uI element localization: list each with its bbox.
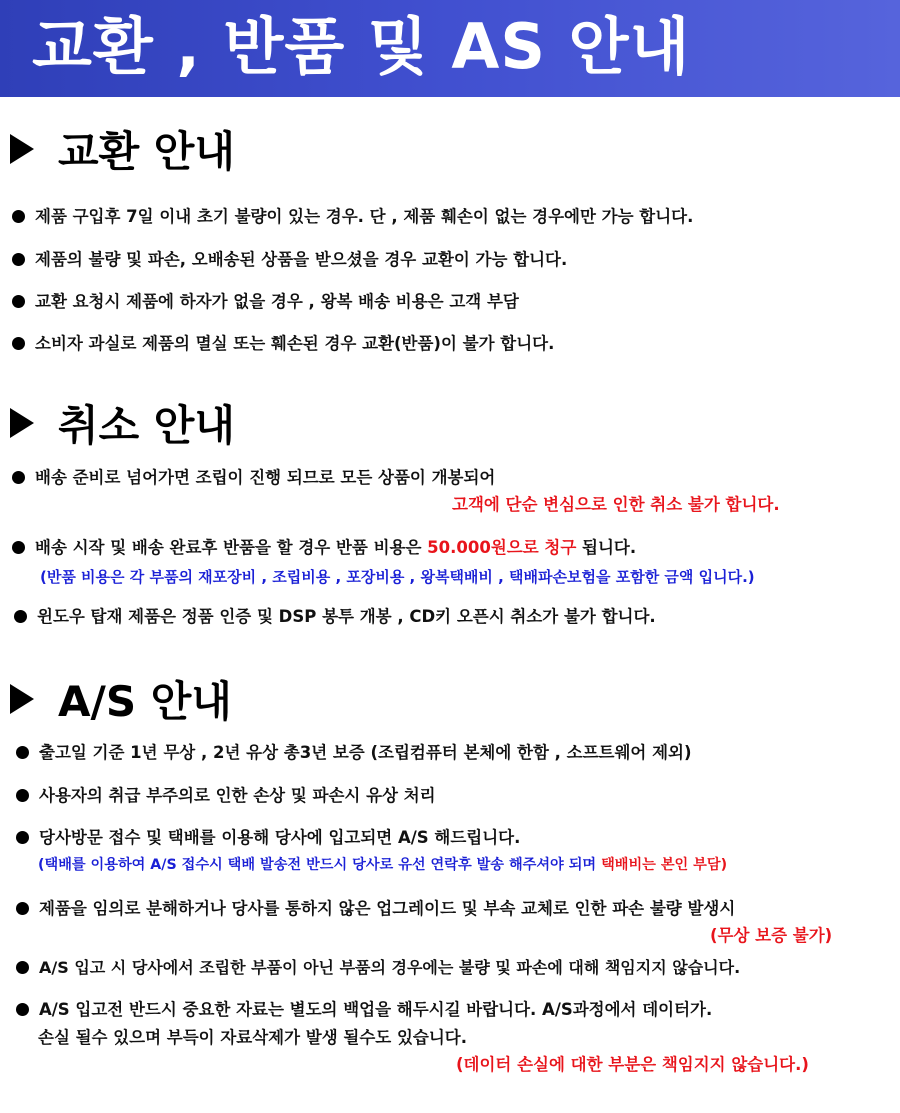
as-item-6-text: A/S 입고전 반드시 중요한 자료는 별도의 백업을 해두시길 바랍니다. A/S과정에서 데이터가. bbox=[39, 1000, 713, 1019]
bullet-icon bbox=[16, 902, 29, 915]
bullet-icon bbox=[12, 295, 25, 308]
bullet-icon bbox=[16, 789, 29, 802]
cancel-item-1-text: 배송 준비로 넘어가면 조립이 진행 되므로 모든 상품이 개봉되어 bbox=[35, 468, 496, 487]
as-item-2-text: 사용자의 취급 부주의로 인한 손상 및 파손시 유상 처리 bbox=[39, 786, 436, 805]
bullet-icon bbox=[16, 746, 29, 759]
as-item-5-text: A/S 입고 시 당사에서 조립한 부품이 아닌 부품의 경우에는 불량 및 파손에 대해 책임지지 않습니다. bbox=[39, 958, 741, 977]
bullet-icon bbox=[14, 610, 27, 623]
exchange-item-4 bbox=[12, 332, 554, 356]
exchange-item-1-text: 제품 구입후 7일 이내 초기 불량이 있는 경우. 단 , 제품 훼손이 없는 경우에만 가능 합니다. bbox=[35, 207, 694, 226]
exchange-section-heading bbox=[10, 124, 235, 180]
as-heading-text: A/S 안내 bbox=[58, 677, 232, 726]
exchange-item-3-text: 교환 요청시 제품에 하자가 없을 경우 , 왕복 배송 비용은 고객 부담 bbox=[35, 292, 519, 311]
cancel-heading-text: 취소 안내 bbox=[58, 401, 235, 450]
cancel-item-3 bbox=[14, 605, 656, 629]
as-item-6-line-2: 손실 될수 있으며 부득이 자료삭제가 발생 될수도 있습니다. bbox=[38, 1028, 468, 1047]
cancel-item-2-suffix: 됩니다. bbox=[576, 538, 637, 557]
exchange-item-4-text: 소비자 과실로 제품의 멸실 또는 훼손된 경우 교환(반품)이 불가 합니다. bbox=[35, 334, 555, 353]
exchange-item-2-text: 제품의 불량 및 파손, 오배송된 상품을 받으셨을 경우 교환이 가능 합니다. bbox=[35, 250, 568, 269]
cancel-item-2-text: 배송 시작 및 배송 완료후 반품을 할 경우 반품 비용은 bbox=[35, 538, 428, 557]
as-item-3-note bbox=[38, 854, 727, 876]
as-item-2 bbox=[16, 784, 436, 808]
bullet-icon bbox=[12, 337, 25, 350]
as-item-1-text: 출고일 기준 1년 무상 , 2년 유상 총3년 보증 (조립컴퓨터 본체에 한함 , 소프트웨어 제외) bbox=[39, 743, 692, 762]
cancel-item-2-note: (반품 비용은 각 부품의 재포장비 , 조립비용 , 포장비용 , 왕복택배비 , 택배파손보험을 포함한 금액 입니다.) bbox=[40, 568, 755, 586]
as-section-heading bbox=[10, 674, 232, 730]
as-item-4-text: 제품을 임의로 분해하거나 당사를 통하지 않은 업그레이드 및 부속 교체로 인한 파손 불량 발생시 bbox=[39, 899, 736, 918]
bullet-icon bbox=[12, 253, 25, 266]
exchange-item-2 bbox=[12, 248, 567, 272]
cancel-item-3-text: 윈도우 탑재 제품은 정품 인증 및 DSP 봉투 개봉 , CD키 오픈시 취소가 불가 합니다. bbox=[37, 607, 656, 626]
as-item-3-note-red: 택배비는 본인 부담) bbox=[601, 857, 728, 873]
exchange-item-3 bbox=[12, 290, 519, 314]
triangle-right-icon bbox=[10, 134, 34, 164]
as-item-1 bbox=[16, 741, 692, 765]
as-item-4-note: (무상 보증 불가) bbox=[710, 926, 833, 945]
as-item-3-text: 당사방문 접수 및 택배를 이용해 당사에 입고되면 A/S 해드립니다. bbox=[39, 828, 521, 847]
as-item-6-note: (데이터 손실에 대한 부분은 책임지지 않습니다.) bbox=[456, 1055, 809, 1074]
exchange-item-1 bbox=[12, 205, 693, 229]
as-item-5 bbox=[16, 956, 740, 980]
cancel-item-1-note: 고객에 단순 변심으로 인한 취소 불가 합니다. bbox=[452, 495, 780, 514]
bullet-icon bbox=[16, 1003, 29, 1016]
bullet-icon bbox=[12, 541, 25, 554]
triangle-right-icon bbox=[10, 408, 34, 438]
bullet-icon bbox=[12, 471, 25, 484]
as-item-3-note-blue: (택배를 이용하여 A/S 접수시 택배 발송전 반드시 당사로 유선 연락후 발송 해주셔야 되며 bbox=[38, 857, 602, 873]
cancel-section-heading bbox=[10, 398, 235, 454]
bullet-icon bbox=[16, 831, 29, 844]
as-item-3 bbox=[16, 826, 520, 850]
title-banner bbox=[0, 0, 900, 97]
as-item-6 bbox=[16, 998, 712, 1022]
triangle-right-icon bbox=[10, 684, 34, 714]
return-fee-highlight: 50.000원으로 청구 bbox=[427, 538, 577, 557]
page-title: 교환 , 반품 및 AS 안내 bbox=[32, 10, 691, 83]
bullet-icon bbox=[16, 961, 29, 974]
cancel-item-1 bbox=[12, 466, 495, 490]
as-item-4 bbox=[16, 897, 735, 921]
bullet-icon bbox=[12, 210, 25, 223]
cancel-item-2 bbox=[12, 536, 636, 560]
exchange-heading-text: 교환 안내 bbox=[58, 127, 235, 176]
